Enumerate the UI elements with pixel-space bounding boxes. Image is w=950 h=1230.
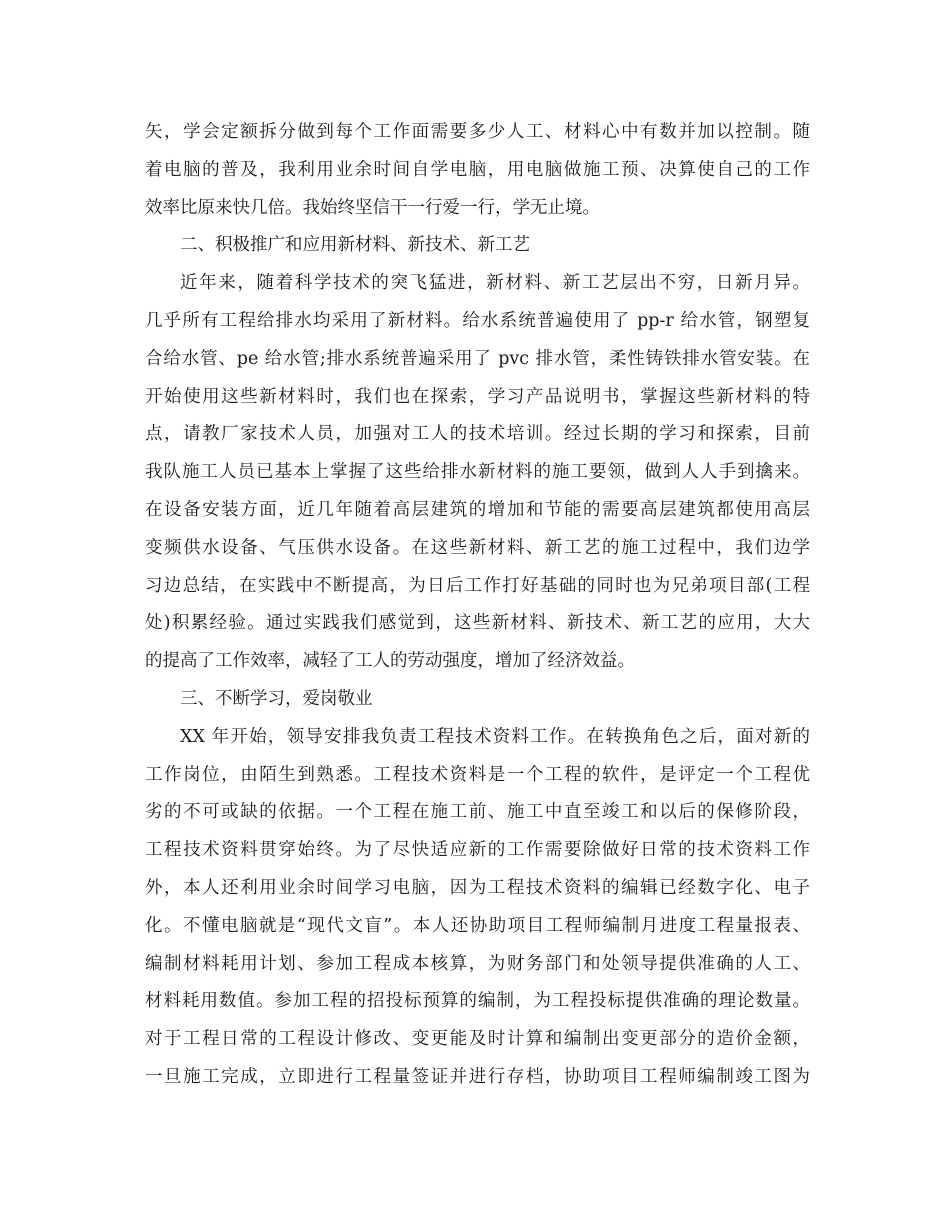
text-line: 着电脑的普及，我利用业余时间自学电脑，用电脑做施工预、决算使自己的工作 [145,159,810,180]
text-line: 变频供水设备、气压供水设备。在这些新材料、新工艺的施工过程中，我们边学 [145,537,810,558]
text-line: XX 年开始，领导安排我负责工程技术资料工作。在转换角色之后，面对新的 [180,726,810,747]
text-line: 在设备安装方面，近几年随着高层建筑的增加和节能的需要高层建筑都使用高层 [145,499,810,520]
text-line: 效率比原来快几倍。我始终坚信干一行爱一行，学无止境。 [145,197,600,218]
text-line: 近年来，随着科学技术的突飞猛进，新材料、新工艺层出不穷，日新月异。 [180,273,810,294]
text-line: 习边总结，在实践中不断提高，为日后工作打好基础的同时也为兄弟项目部(工程 [145,575,810,596]
text-line: 开始使用这些新材料时，我们也在探索，学习产品说明书，掌握这些新材料的特 [145,386,810,407]
text-line: 工作岗位，由陌生到熟悉。工程技术资料是一个工程的软件，是评定一个工程优 [145,764,810,785]
text-line: 合给水管、pe 给水管;排水系统普遍采用了 pvc 排水管，柔性铸铁排水管安装。在 [145,348,810,369]
text-line: 二、积极推广和应用新材料、新技术、新工艺 [180,235,530,256]
text-line: 劣的不可或缺的依据。一个工程在施工前、施工中直至竣工和以后的保修阶段， [145,802,810,823]
text-line: 对于工程日常的工程设计修改、变更能及时计算和编制出变更部分的造价金额， [145,1029,810,1050]
text-line: 化。不懂电脑就是“现代文盲”。本人还协助项目工程师编制月进度工程量报表、 [145,915,810,936]
document-body [145,114,810,1097]
text-line: 一旦施工完成，立即进行工程量签证并进行存档，协助项目工程师编制竣工图为 [145,1066,810,1087]
text-line: 点，请教厂家技术人员，加强对工人的技术培训。经过长期的学习和探索，目前 [145,424,810,445]
text-line: 的提高了工作效率，减轻了工人的劳动强度，增加了经济效益。 [145,651,635,672]
text-line: 矢，学会定额拆分做到每个工作面需要多少人工、材料心中有数并加以控制。随 [145,122,810,142]
text-line: 三、不断学习，爱岗敬业 [180,688,373,709]
text-line: 外，本人还利用业余时间学习电脑，因为工程技术资料的编辑已经数字化、电子 [145,877,810,898]
text-line: 材料耗用数值。参加工程的招投标预算的编制，为工程投标提供准确的理论数量。 [145,991,810,1012]
text-line: 处)积累经验。通过实践我们感觉到，这些新材料、新技术、新工艺的应用，大大 [145,613,810,634]
text-line: 几乎所有工程给排水均采用了新材料。给水系统普遍使用了 pp-r 给水管，钢塑复 [145,310,810,331]
text-line: 我队施工人员已基本上掌握了这些给排水新材料的施工要领，做到人人手到擒来。 [145,462,810,483]
text-line: 工程技术资料贯穿始终。为了尽快适应新的工作需要除做好日常的技术资料工作 [145,840,810,861]
text-line: 编制材料耗用计划、参加工程成本核算，为财务部门和处领导提供准确的人工、 [145,953,810,974]
